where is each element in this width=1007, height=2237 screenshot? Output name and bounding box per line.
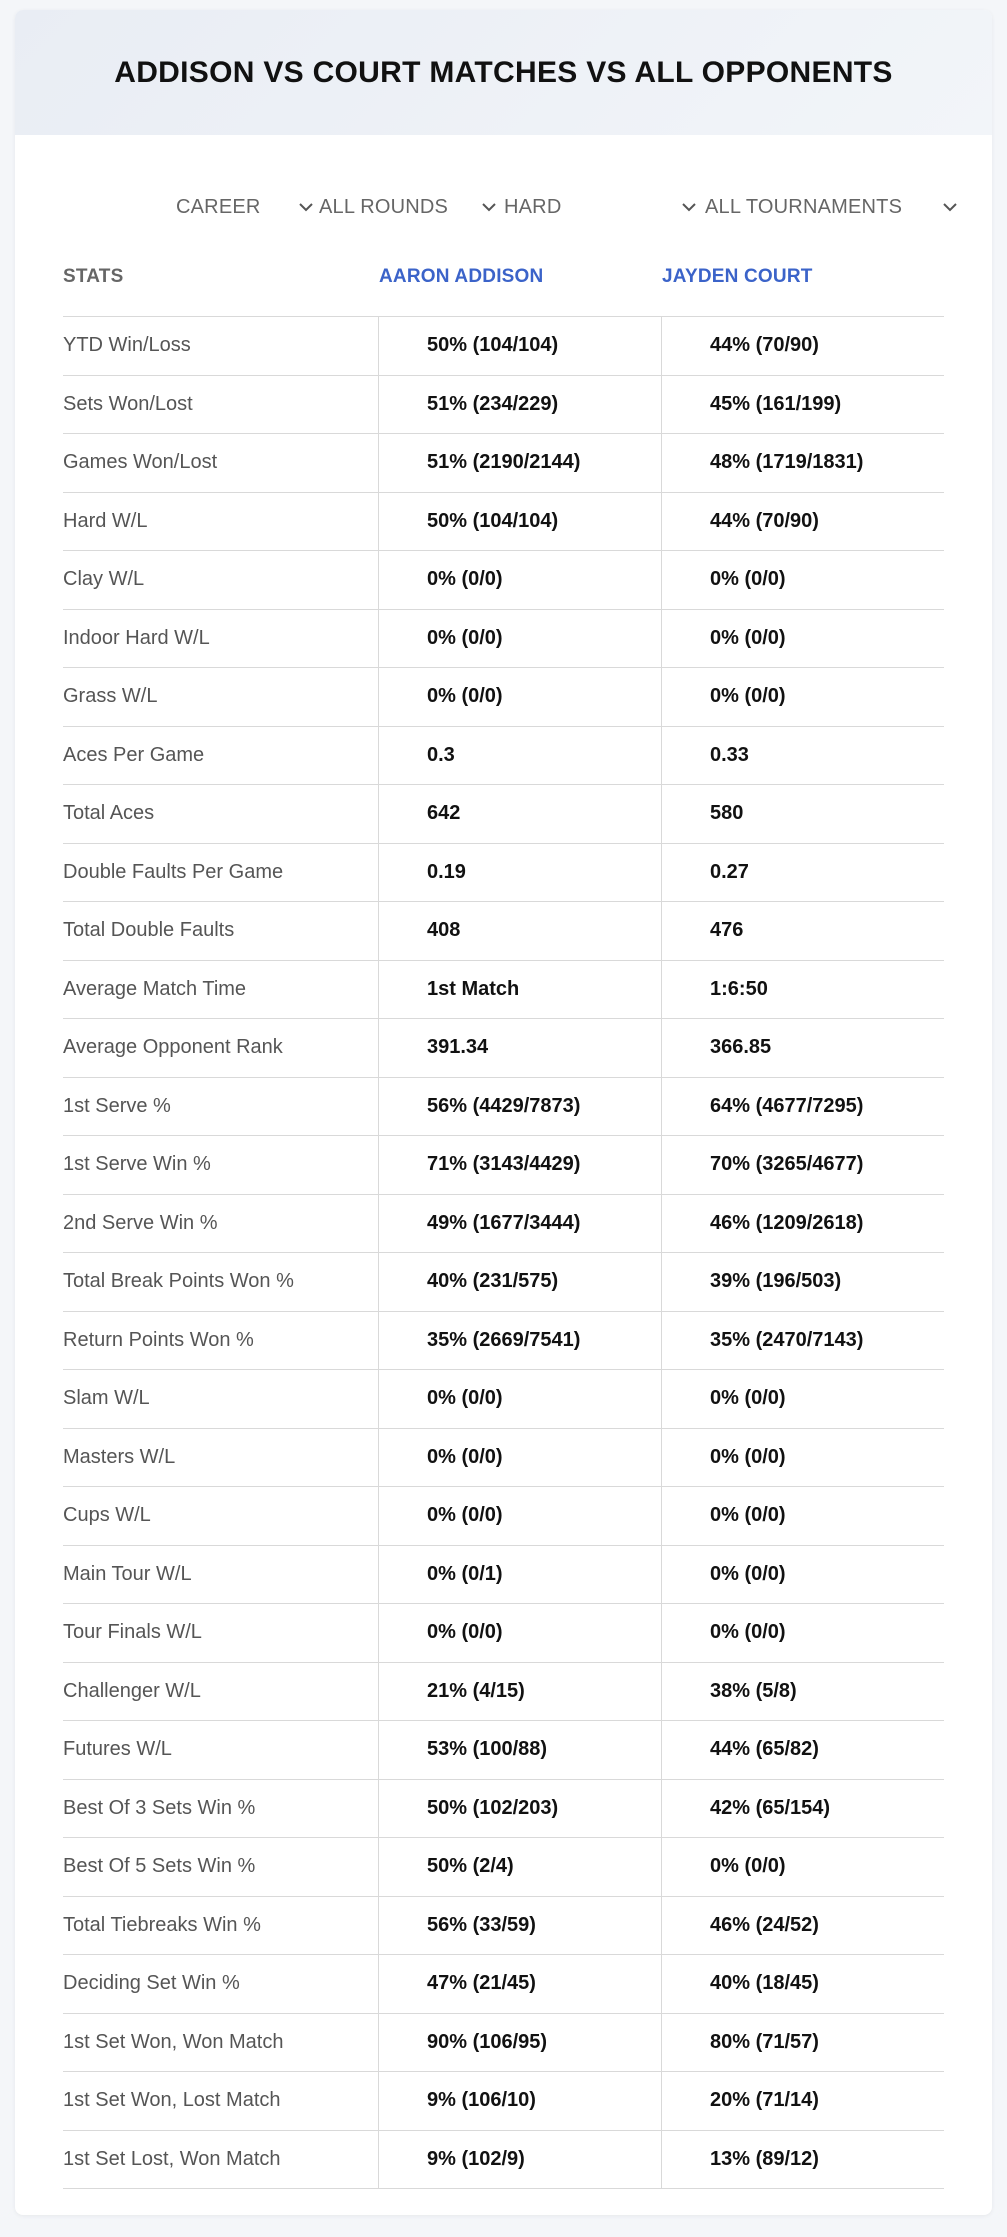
player1-stat-value: 0% (0/0) [379,1604,662,1662]
table-row [63,1136,944,1195]
table-header [63,238,944,317]
table-row [63,727,944,786]
player1-stat-value: 1st Match [379,961,662,1019]
stat-label: Total Double Faults [63,902,379,960]
stat-label: 1st Set Lost, Won Match [63,2131,379,2189]
table-row [63,1838,944,1897]
player2-stat-value: 64% (4677/7295) [710,1094,864,1117]
stat-label: Average Match Time [63,961,379,1019]
player1-column-header[interactable]: AARON ADDISON [379,266,544,287]
stat-label: Double Faults Per Game [63,844,379,902]
tournaments-filter-dropdown[interactable] [705,185,960,229]
player1-stat-value: 408 [379,902,662,960]
player1-stat-value: 642 [379,785,662,843]
rounds-filter-dropdown[interactable] [319,185,499,229]
player2-stat-value: 0% (0/0) [710,1621,786,1644]
player1-stat-value: 0% (0/0) [379,551,662,609]
stats-table [63,238,944,2189]
stat-label: Grass W/L [63,668,379,726]
table-row [63,1019,944,1078]
stat-label: Deciding Set Win % [63,1955,379,2013]
table-row [63,1429,944,1488]
player1-stat-value: 51% (234/229) [379,376,662,434]
player2-stat-value: 44% (70/90) [710,334,819,357]
player1-stat-value: 47% (21/45) [379,1955,662,2013]
player1-stat-value: 0% (0/0) [379,1487,662,1545]
player2-stat-value: 20% (71/14) [710,2089,819,2112]
player2-stat-value: 1:6:50 [710,977,768,1000]
player2-stat-value: 0% (0/0) [710,685,786,708]
table-row [63,1721,944,1780]
player1-stat-value: 9% (106/10) [379,2072,662,2130]
player2-stat-value: 39% (196/503) [710,1270,842,1293]
table-row [63,317,944,376]
player1-stat-value: 40% (231/575) [379,1253,662,1311]
stats-card [15,10,992,2215]
player2-stat-value: 45% (161/199) [710,392,842,415]
chevron-down-icon [479,197,499,217]
chevron-down-icon [679,197,699,217]
stat-label: Best Of 3 Sets Win % [63,1780,379,1838]
stat-label: Indoor Hard W/L [63,610,379,668]
player1-stat-value: 0% (0/0) [379,668,662,726]
player1-stat-value: 0% (0/0) [379,1370,662,1428]
stat-label: Masters W/L [63,1429,379,1487]
table-row [63,434,944,493]
table-row [63,1663,944,1722]
player2-column-header[interactable]: JAYDEN COURT [662,266,813,287]
player1-stat-value: 0% (0/0) [379,1429,662,1487]
player2-stat-value: 35% (2470/7143) [710,1328,864,1351]
player2-stat-value: 13% (89/12) [710,2147,819,2170]
player2-stat-value: 0% (0/0) [710,1855,786,1878]
stat-label: Clay W/L [63,551,379,609]
stat-label: Total Tiebreaks Win % [63,1897,379,1955]
table-row [63,1253,944,1312]
career-filter-value: CAREER [176,195,261,218]
chevron-down-icon [296,197,316,217]
player1-stat-value: 56% (4429/7873) [379,1078,662,1136]
table-row [63,493,944,552]
player2-stat-value: 38% (5/8) [710,1679,797,1702]
table-row [63,1546,944,1605]
stat-label: 1st Set Won, Won Match [63,2014,379,2072]
table-row [63,1370,944,1429]
table-row [63,902,944,961]
player2-stat-value: 44% (70/90) [710,509,819,532]
player1-stat-value: 51% (2190/2144) [379,434,662,492]
player1-stat-value: 0% (0/0) [379,610,662,668]
page-title: ADDISON VS COURT MATCHES VS ALL OPPONENTS [114,55,893,89]
stat-label: Total Break Points Won % [63,1253,379,1311]
player2-stat-value: 366.85 [710,1036,772,1059]
stat-label: Slam W/L [63,1370,379,1428]
player1-stat-value: 21% (4/15) [379,1663,662,1721]
stat-label: Return Points Won % [63,1312,379,1370]
table-row [63,1312,944,1371]
player2-stat-value: 40% (18/45) [710,1972,819,1995]
player2-stat-value: 0% (0/0) [710,1445,786,1468]
table-row [63,610,944,669]
stat-label: Games Won/Lost [63,434,379,492]
rounds-filter-value: ALL ROUNDS [319,195,449,218]
stats-column-header: STATS [63,266,124,287]
player1-stat-value: 0.3 [379,727,662,785]
table-row [63,376,944,435]
player2-stat-value: 580 [710,802,744,825]
table-row [63,668,944,727]
player1-stat-value: 53% (100/88) [379,1721,662,1779]
card-header [15,10,992,135]
table-row [63,961,944,1020]
player2-stat-value: 476 [710,919,744,942]
stat-label: Sets Won/Lost [63,376,379,434]
table-row [63,2131,944,2190]
table-row [63,785,944,844]
player1-stat-value: 35% (2669/7541) [379,1312,662,1370]
table-body [63,317,944,2189]
player2-stat-value: 0% (0/0) [710,626,786,649]
player1-stat-value: 56% (33/59) [379,1897,662,1955]
career-filter-dropdown[interactable] [176,185,316,229]
chevron-down-icon [940,197,960,217]
stat-label: Hard W/L [63,493,379,551]
player1-stat-value: 90% (106/95) [379,2014,662,2072]
table-row [63,844,944,903]
stat-label: Average Opponent Rank [63,1019,379,1077]
player1-stat-value: 50% (2/4) [379,1838,662,1896]
stat-label: Best Of 5 Sets Win % [63,1838,379,1896]
player1-stat-value: 9% (102/9) [379,2131,662,2189]
player2-stat-value: 46% (24/52) [710,1913,819,1936]
player2-stat-value: 46% (1209/2618) [710,1211,864,1234]
player2-stat-value: 42% (65/154) [710,1796,831,1819]
table-row [63,551,944,610]
player2-stat-value: 0.27 [710,860,749,883]
player1-stat-value: 0% (0/1) [379,1546,662,1604]
table-row [63,1487,944,1546]
stat-label: Aces Per Game [63,727,379,785]
table-row [63,2072,944,2131]
player1-stat-value: 0.19 [379,844,662,902]
tournaments-filter-value: ALL TOURNAMENTS [705,195,903,218]
stat-label: 1st Set Won, Lost Match [63,2072,379,2130]
table-row [63,1780,944,1839]
player2-stat-value: 48% (1719/1831) [710,451,864,474]
player2-stat-value: 0.33 [710,743,749,766]
stat-label: 1st Serve % [63,1078,379,1136]
table-row [63,1078,944,1137]
player1-stat-value: 50% (102/203) [379,1780,662,1838]
player2-stat-value: 80% (71/57) [710,2030,819,2053]
surface-filter-value: HARD [504,195,562,218]
table-row [63,2014,944,2073]
table-row [63,1955,944,2014]
stat-label: Tour Finals W/L [63,1604,379,1662]
stat-label: 2nd Serve Win % [63,1195,379,1253]
player2-stat-value: 0% (0/0) [710,1387,786,1410]
player2-stat-value: 0% (0/0) [710,568,786,591]
table-row [63,1604,944,1663]
player1-stat-value: 49% (1677/3444) [379,1195,662,1253]
stat-label: Cups W/L [63,1487,379,1545]
player2-stat-value: 44% (65/82) [710,1738,819,1761]
stat-label: Challenger W/L [63,1663,379,1721]
table-row [63,1897,944,1956]
player2-stat-value: 0% (0/0) [710,1562,786,1585]
player2-stat-value: 70% (3265/4677) [710,1153,864,1176]
stat-label: Total Aces [63,785,379,843]
player1-stat-value: 50% (104/104) [379,317,662,375]
stat-label: Main Tour W/L [63,1546,379,1604]
player1-stat-value: 50% (104/104) [379,493,662,551]
stat-label: Futures W/L [63,1721,379,1779]
surface-filter-dropdown[interactable] [504,185,699,229]
filter-bar [15,185,992,229]
table-row [63,1195,944,1254]
player1-stat-value: 391.34 [379,1019,662,1077]
stat-label: 1st Serve Win % [63,1136,379,1194]
player2-stat-value: 0% (0/0) [710,1504,786,1527]
stat-label: YTD Win/Loss [63,317,379,375]
player1-stat-value: 71% (3143/4429) [379,1136,662,1194]
